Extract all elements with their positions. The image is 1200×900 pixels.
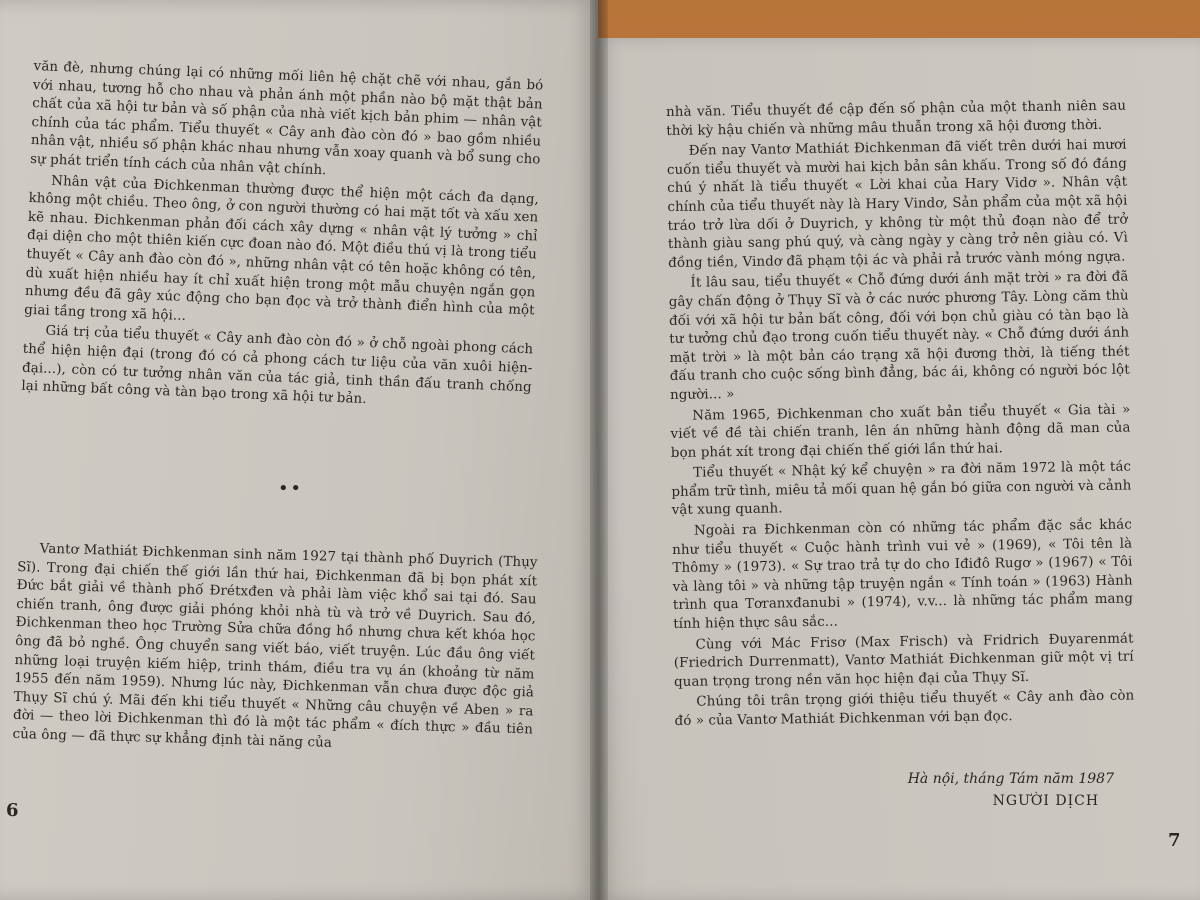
right-text — [666, 98, 1135, 734]
paragraph: Nhân vật của Đichkenman thường được thể hiện một cách đa dạng, không một chiều. Theo ông, ở con người thường có hai mặt tốt và xấu xen kẽ nhau. Đichkenman phản đối cách xây dựng « nhân vật lý tưởng » chỉ đại diện cho một thiên kiến cực đoan nào đó. Một điều thú vị là trong tiểu thuyết « Cây anh đào còn đó », những nhân vật có tên hoặc không có tên, dù xuất hiện nhiều hay ít chỉ xuất hiện trong một mẫu chuyện ngắn gọn nhưng đều đã gây xúc động cho bạn đọc và trở thành điển hình của một giai tầng trong xã hội... — [24, 173, 540, 324]
page-number: 7 — [1168, 830, 1181, 851]
paragraph: Đến nay Vantơ Mathiát Đichkenman đã viết trên dưới hai mươi cuốn tiểu thuyết và mười hai kịch bản sân khấu. Trong số đó đáng chú ý nhất là tiểu thuyết « Lời khai của Hary Vidơ ». Nhân vật chính của tiểu thuyết này là Hary Vindơ, Sản phẩm của một xã hội tráo trở lừa dối ở Duyrich, y không từ một thủ đoạn nào để trở thành giàu sang phú quý, và càng ngày y càng trở nên giàu có. Vì đồng tiền, Vindơ đã phạm tội ác và phải rả trước vành móng ngựa. — [666, 137, 1129, 271]
paragraph: Giá trị của tiểu thuyết « Cây anh đào còn đó » ở chỗ ngoài phong cách thể hiện hiện đại (trong đó có cả phong cách tư liệu của văn xuôi hiện-đại...), còn có tư tưởng nhân văn của tác giả, tinh thần đấu tranh chống lại những bất công và tàn bạo trong xã hội tư bản. — [21, 323, 534, 408]
paragraph: Cùng với Mác Frisơ (Max Frisch) và Fridrich Đuyarenmát (Friedrich Durrenmatt), Vantơ Mathiát Đichkenman giữ một vị trí quan trọng trong nền văn học hiện đại của Thụy Sĩ. — [673, 631, 1134, 690]
paragraph: Ít lâu sau, tiểu thuyết « Chỗ đứng dưới ánh mặt trời » ra đời đã gây chấn động ở Thụy Sĩ và ở các nước phương Tây. Lòng căm thù đối với xã hội tư bản bất công, đối với bọn chủ giàu có tàn bạo là tư tưởng chủ đạo trong cuốn tiểu thuyết này. « Chỗ đứng dưới ánh mặt trời » là một bản cáo trạng xã hội đương thời, là tiếng thét đấu tranh cho cuộc sống bình đẳng, bác ái, không có người bóc lột người... » — [668, 269, 1130, 403]
paragraph: Ngoài ra Đichkenman còn có những tác phẩm đặc sắc khác như tiểu thuyết « Cuộc hành trình vui vẻ » (1969), « Tôi tên là Thômy » (1973). « Sự trao trả tự do cho Iđiđô Rugơ » (1967) « Tôi và làng tôi » và những tập truyện ngắn « Tính toán » (1963) Hành trình qua Tơranxđanubi » (1974), v.v... là những tác phẩm mang tính hiện thực sâu sắc... — [672, 517, 1134, 632]
paragraph: Năm 1965, Đichkenman cho xuất bản tiểu thuyết « Gia tài » viết về đề tài chiến tranh, lên án những hành động dã man của bọn phát xít trong đại chiến thế giới lần thứ hai. — [670, 402, 1131, 461]
page-number: 6 — [6, 800, 19, 821]
signature-place-date: Hà nội, tháng Tám năm 1987 — [907, 771, 1114, 787]
left-text-top — [21, 58, 544, 418]
signature-block — [908, 768, 1114, 812]
paragraph: Tiểu thuyết « Nhật ký kể chuyện » ra đời năm 1972 là một tác phẩm trữ tình, miêu tả mối quan hệ gắn bó giữa con người và cảnh vật xung quanh. — [671, 459, 1132, 519]
book-gutter — [590, 0, 608, 900]
paragraph: văn đè, nhưng chúng lại có những mối liên hệ chặt chẽ với nhau, gắn bó với nhau, tương hỗ cho nhau và phản ánh một phần nào bộ mặt thật bản chất của xã hội tư bản và số phận của nhà viết kịch bản phim — nhân vật chính của tác phẩm. Tiểu thuyết « Cây anh đào còn đó » bao gồm nhiều nhân vật, nhiều số phận khác nhau nhưng vẫn xoay quanh và bổ sung cho sự phát triển tính cách của nhân vật chính. — [29, 58, 544, 179]
left-page — [0, 0, 598, 900]
section-separator: • • — [278, 478, 299, 499]
paragraph: Vantơ Mathiát Đichkenman sinh năm 1927 tại thành phố Duyrich (Thụy Sĩ). Trong đại chiến thế giới lần thứ hai, Đichkenman đã bị bọn phát xít Đức bắt giải về thành phố Đrétxđen và phải làm việc khổ sai tại đó. Sau chiến tranh, ông được giải phóng khỏi nhà tù và trở về Duyrich. Sau đó, Đichkenman theo học Trường Sửa chữa đồng hồ nhưng chưa kết khóa học ông đã bỏ nghề. Ông chuyển sang viết báo, viết truyện. Lúc đầu ông viết những loại truyện kiếm hiệp, trinh thám, điều tra vụ án (khoảng từ năm 1955 đến năm 1959). Nhưng lúc này, Đichkenman vẫn chưa được độc giả Thụy Sĩ chú ý. Mãi đến khi tiểu thuyết « Những câu chuyện về Aben » ra đời — theo lời Đichkenman thì đó là một tác phẩm « đích thực » đầu tiên của ông — đã thực sự khẳng định tài năng của — [12, 541, 538, 751]
left-text-bottom — [12, 540, 538, 761]
signature-role: NGƯỜI DỊCH — [992, 793, 1100, 809]
paragraph: nhà văn. Tiểu thuyết đề cập đến số phận của một thanh niên sau thời kỳ hậu chiến và những mâu thuẫn trong xã hội đương thời. — [666, 98, 1127, 139]
right-page — [598, 38, 1200, 900]
paragraph: Chúng tôi trân trọng giới thiệu tiểu thuyết « Cây anh đào còn đó » của Vantơ Mathiát Đichkenman với bạn đọc. — [674, 688, 1135, 729]
